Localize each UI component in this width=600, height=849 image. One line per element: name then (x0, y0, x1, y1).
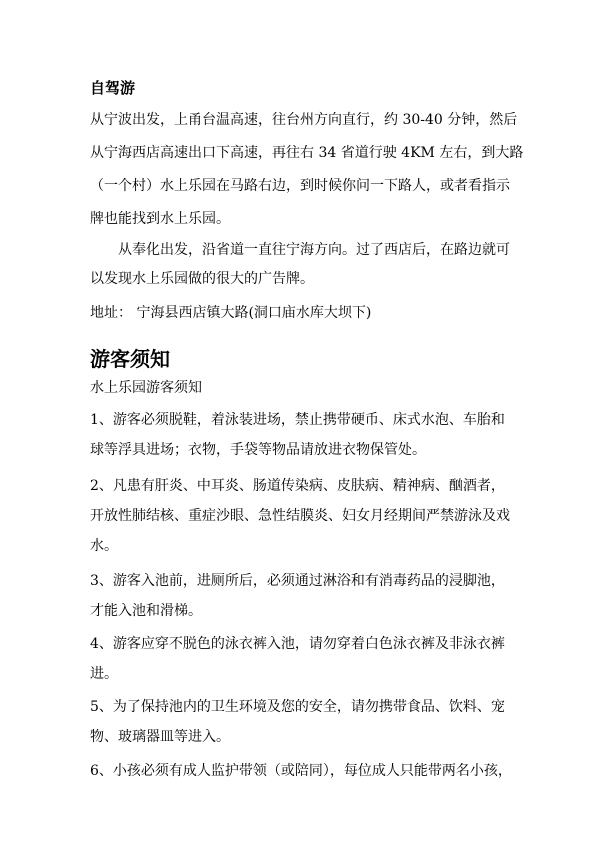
notice-line: 球等浮具进场；衣物，手袋等物品请放进衣物保管处。 (90, 442, 426, 458)
notice-line: 进。 (90, 666, 118, 682)
notice-line: 6、小孩必须有成人监护带领（或陪同），每位成人只能带两名小孩， (90, 763, 512, 779)
notice-line: 4、游客应穿不脱色的泳衣裤入池，请勿穿着白色泳衣裤及非泳衣裤 (90, 636, 505, 652)
notice-line: 1、游客必须脱鞋，着泳装进场，禁止携带硬币、床式水泡、车胎和 (90, 412, 505, 428)
notice-line: 物、玻璃器皿等进入。 (90, 729, 230, 745)
notice-line: 5、为了保持池内的卫生环境及您的安全，请勿携带食品、饮料、宠 (90, 699, 505, 715)
section-heading-self-drive: 自驾游 (90, 79, 136, 97)
paragraph-line: 从奉化出发，沿省道一直往宁海方向。过了西店后，在路边就可 (118, 242, 510, 258)
notice-line: 3、游客入池前，进厕所后，必须通过淋浴和有消毒药品的浸脚池， (90, 573, 505, 589)
notice-line: 水。 (90, 538, 118, 554)
notice-line: 才能入池和滑梯。 (90, 603, 202, 619)
section-heading-visitor-notice: 游客须知 (90, 347, 170, 371)
notice-subtitle: 水上乐园游客须知 (90, 380, 202, 396)
notice-line: 开放性肺结核、重症沙眼、急性结膜炎、妇女月经期间严禁游泳及戏 (90, 508, 510, 524)
paragraph-line: 从宁海西店高速出口下高速，再往右 34 省道行驶 4KM 左右，到大路 (90, 145, 524, 161)
paragraph-line: 从宁波出发，上甬台温高速，往台州方向直行，约 30-40 分钟，然后 (90, 112, 518, 128)
paragraph-line: 牌也能找到水上乐园。 (90, 211, 230, 227)
paragraph-line: 以发现水上乐园做的很大的广告牌。 (90, 271, 314, 287)
paragraph-line: （一个村）水上乐园在马路右边，到时候你问一下路人，或者看指示 (90, 178, 510, 194)
notice-line: 2、凡患有肝炎、中耳炎、肠道传染病、皮肤病、精神病、酗酒者， (90, 478, 505, 494)
address-line: 地址： 宁海县西店镇大路(洞口庙水库大坝下) (90, 305, 372, 321)
